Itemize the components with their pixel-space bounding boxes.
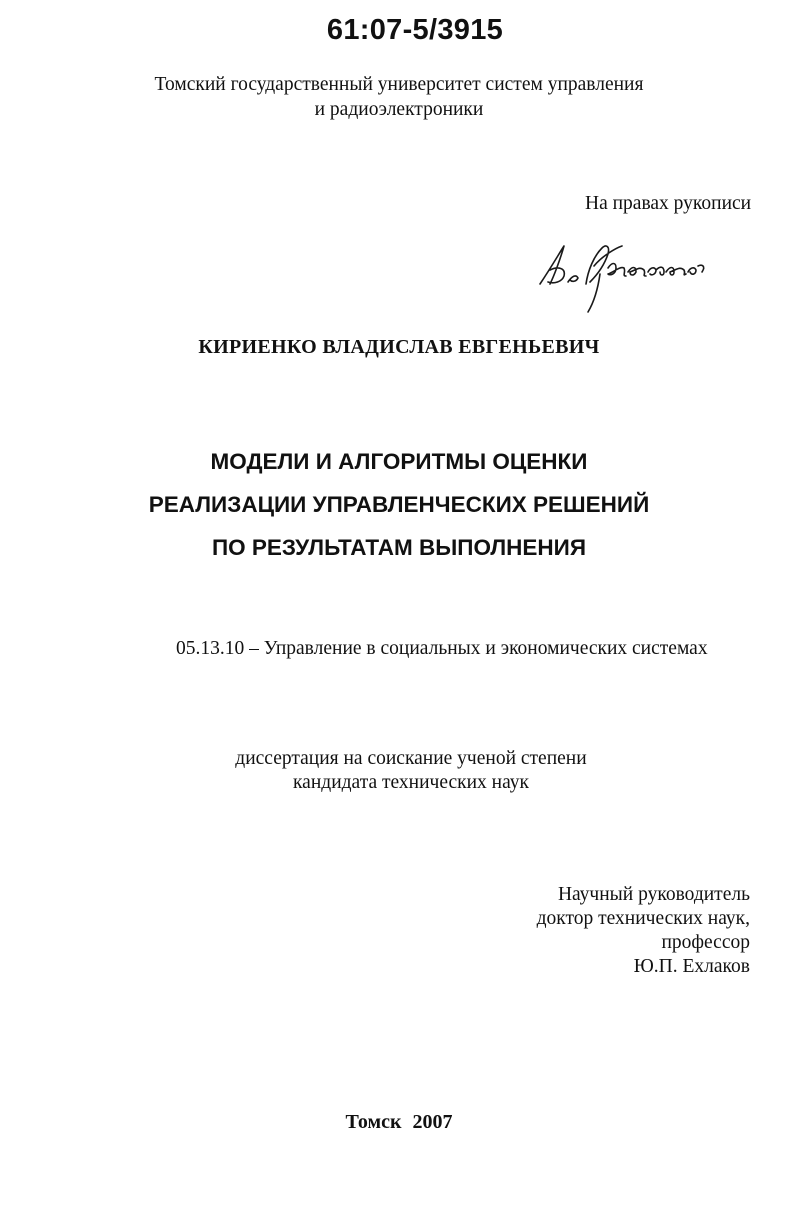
title-line-2: РЕАЛИЗАЦИИ УПРАВЛЕНЧЕСКИХ РЕШЕНИЙ: [148, 492, 650, 517]
supervisor-line-1: Научный руководитель: [557, 884, 750, 905]
degree-line-2: кандидата технических наук: [293, 772, 529, 793]
specialty-code: 05.13.10 – Управление в социальных и экономических системах: [176, 638, 708, 659]
city-year: Томск 2007: [345, 1111, 453, 1133]
degree-line-1: диссертация на соискание ученой степени: [235, 748, 587, 769]
degree-statement: [196, 747, 626, 795]
author-name: КИРИЕНКО ВЛАДИСЛАВ ЕВГЕНЬЕВИЧ: [198, 336, 600, 358]
university-name: [0, 72, 798, 122]
manuscript-rights-note: На правах рукописи: [585, 193, 752, 214]
dissertation-title: [0, 440, 798, 569]
supervisor-line-3: профессор: [661, 932, 750, 953]
title-line-3: ПО РЕЗУЛЬТАТАМ ВЫПОЛНЕНИЯ: [211, 535, 587, 560]
title-line-1: МОДЕЛИ И АЛГОРИТМЫ ОЦЕНКИ: [210, 449, 588, 474]
supervisor-block: [537, 883, 750, 979]
supervisor-line-2: доктор технических наук,: [536, 908, 750, 929]
university-line-1: Томский государственный университет систем управления: [154, 74, 644, 95]
supervisor-line-4: Ю.П. Ехлаков: [633, 956, 750, 977]
signature-icon: [530, 226, 720, 316]
university-line-2: и радиоэлектроники: [314, 99, 484, 120]
archive-code: 61:07-5/3915: [326, 14, 504, 46]
